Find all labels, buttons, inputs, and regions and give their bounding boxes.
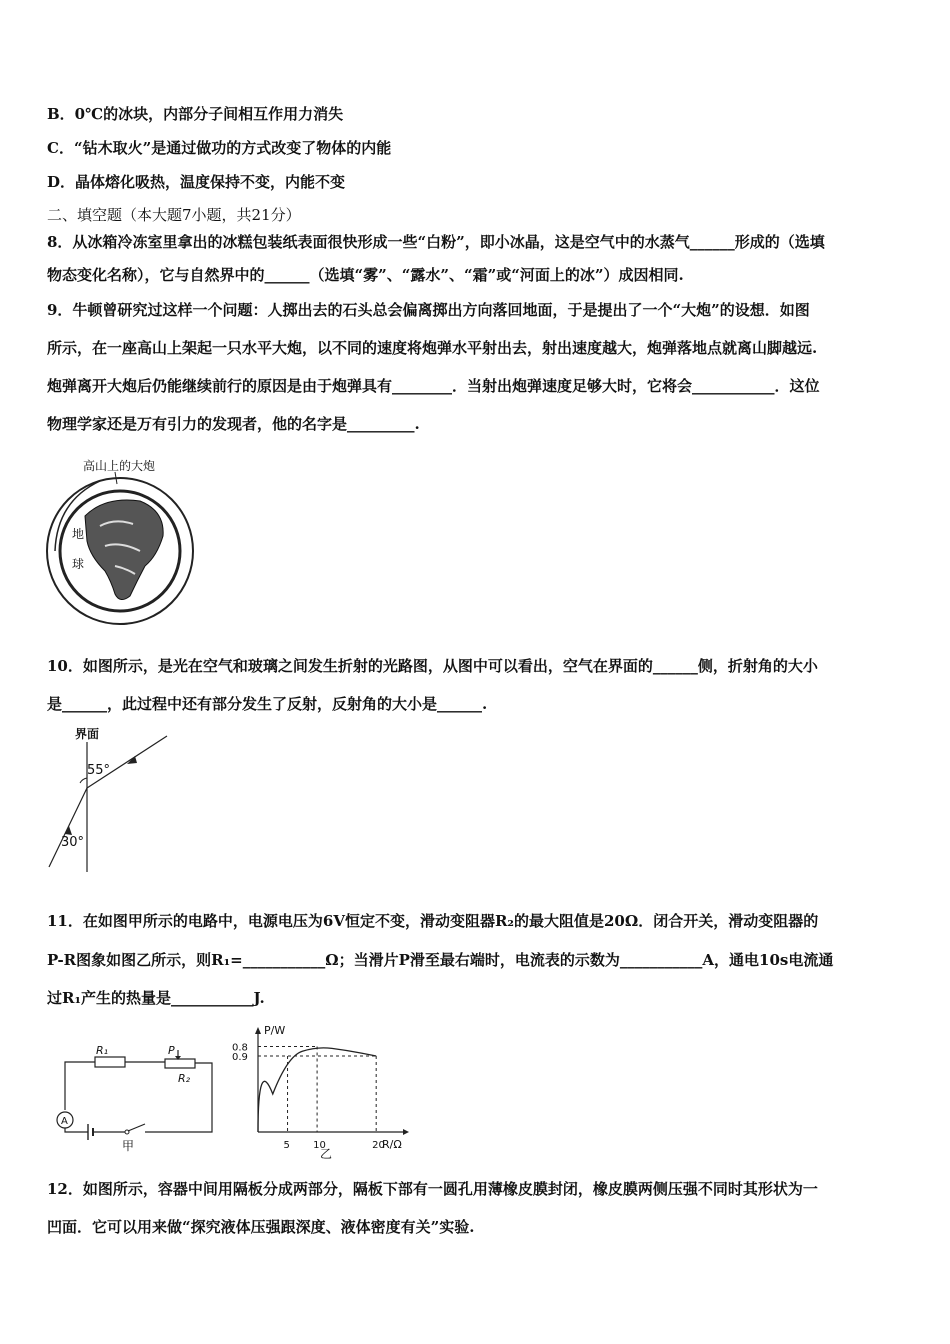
y-axis-arrow [255,1027,261,1034]
y-axis-label: P/W [264,1024,286,1037]
q7-option-d: D．晶体熔化吸热，温度保持不变，内能不变 [47,173,346,191]
q12-line-1: 12．如图所示，容器中间用隔板分成两部分，隔板下部有一圆孔用薄橡皮膜封闭，橡皮膜两侧压强不同时其形状为一 [47,1180,818,1198]
incident-arrow [127,756,137,764]
ammeter-label: A [61,1116,68,1127]
r2-label: R₂ [178,1072,191,1085]
x-axis-label: R/Ω [382,1138,402,1151]
interface-label: 界面 [75,727,100,741]
q12-line-2: 凹面．它可以用来做“探究液体压强跟深度、液体密度有关”实验. [47,1218,475,1236]
q11-line-1: 11．在如图甲所示的电路中，电源电压为6V恒定不变，滑动变阻器R₂的最大阻值是20Ω．闭合开关，滑动变阻器的 [47,912,819,930]
cannon-earth-figure [45,456,205,626]
q9-line-1: 9．牛顿曾研究过这样一个问题：人掷出去的石头总会偏离掷出方向落回地面，于是提出了一个“大炮”的设想．如图 [47,301,810,319]
q9-line-2: 所示，在一座高山上架起一只水平大炮，以不同的速度将炮弹水平射出去，射出速度越大，炮弹落地点就离山脚越远. [47,339,818,357]
angle-30-label: 30° [61,835,85,850]
q7-option-b: B．0℃的冰块，内部分子间相互作用力消失 [47,105,344,123]
q7-option-c: C．“钻木取火”是通过做功的方式改变了物体的内能 [47,139,392,157]
earth-label-top: 地 [72,527,85,541]
q10-line-1: 10．如图所示，是光在空气和玻璃之间发生折射的光路图，从图中可以看出，空气在界面的______侧，折射角的大小 [47,657,818,675]
circuit-diagram [50,1040,220,1152]
q9-line-4: 物理学家还是万有引力的发现者，他的名字是_________. [47,415,420,433]
r1-label: R₁ [96,1044,109,1057]
q11-line-2: P-R图象如图乙所示，则R₁=___________Ω；当滑片P滑至最右端时，电流表的示数为___________A，通电10s电流通 [47,951,834,969]
p-label: P [168,1044,175,1057]
section-title: 二、填空题（本大题7小题，共21分） [47,206,301,224]
angle-55-label: 55° [87,763,111,778]
refracted-ray [49,788,87,867]
angle-arc-55 [80,778,87,783]
y-tick-label: 0.8 [232,1042,248,1054]
y-tick-label: 0.9 [232,1052,248,1063]
q11-line-3: 过R₁产生的热量是___________J. [47,989,265,1007]
x-axis-arrow [403,1129,409,1135]
refraction-figure [45,722,175,872]
graph-caption: 乙 [320,1147,333,1161]
q8-line-1: 8．从冰箱冷冻室里拿出的冰糕包装纸表面很快形成一些“白粉”，即小冰晶，这是空气中的水蒸气______形成的（选填 [47,233,825,251]
r2-rheostat [165,1059,195,1068]
q8-line-2: 物态变化名称），它与自然界中的______（选填“雾”、“露水”、“霜”或“河面上的冰”）成因相同. [47,266,684,284]
wire-left [65,1062,95,1110]
x-tick-label: 5 [283,1140,290,1151]
wire-bottom-left [65,1128,88,1132]
incident-ray [87,736,167,788]
earth-label-bottom: 球 [72,557,85,571]
x-tick-label: 10 [313,1140,326,1151]
q10-line-2: 是______，此过程中还有部分发生了反射，反射角的大小是______. [47,695,488,713]
x-tick-label: 20 [372,1140,385,1151]
q9-line-3: 炮弹离开大炮后仍能继续前行的原因是由于炮弹具有________．当射出炮弹速度足够大时，它将会___________．这位 [47,377,820,395]
r1-resistor [95,1057,125,1067]
switch-blade [128,1124,145,1131]
p-r-graph [228,1022,428,1162]
circuit-caption: 甲 [122,1139,135,1152]
cannon-caption: 高山上的大炮 [83,459,156,473]
